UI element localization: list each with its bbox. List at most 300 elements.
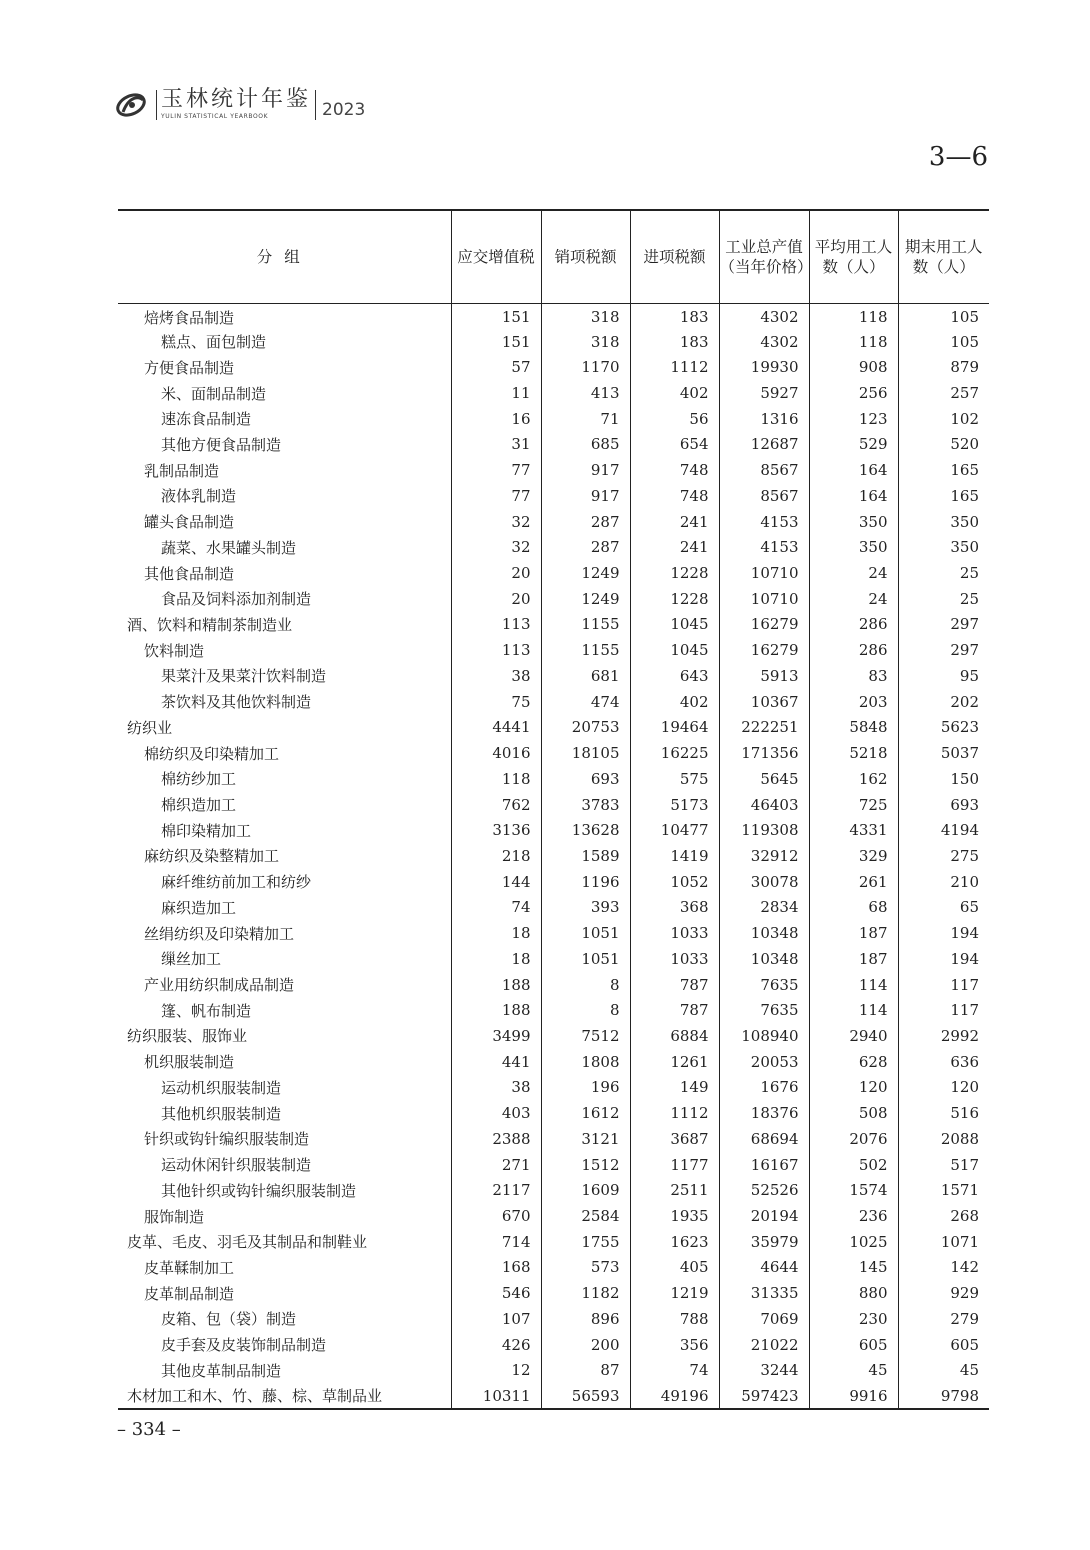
statistics-table-wrap [118, 209, 989, 1410]
cell-output-tax: 1609 [541, 1177, 630, 1203]
row-label: 酒、饮料和精制茶制造业 [127, 615, 293, 634]
cell-gross-output: 10348 [719, 920, 809, 946]
cell-output-tax: 318 [541, 303, 630, 329]
cell-avg-workers: 9916 [809, 1383, 898, 1409]
cell-end-workers: 268 [898, 1203, 989, 1229]
cell-vat: 144 [451, 869, 541, 895]
row-label: 方便食品制造 [144, 358, 235, 377]
cell-end-workers: 4194 [898, 817, 989, 843]
table-row [118, 303, 989, 329]
table-row [118, 946, 989, 972]
cell-input-tax: 1177 [630, 1152, 719, 1178]
table-row [118, 766, 989, 792]
header-gross-output-line1: 工业总产值 [725, 237, 803, 256]
cell-vat: 107 [451, 1306, 541, 1332]
cell-input-tax: 787 [630, 972, 719, 998]
cell-avg-workers: 261 [809, 869, 898, 895]
cell-output-tax: 573 [541, 1255, 630, 1281]
cell-output-tax: 1249 [541, 560, 630, 586]
cell-input-tax: 1033 [630, 920, 719, 946]
cell-output-tax: 1612 [541, 1100, 630, 1126]
cell-avg-workers: 286 [809, 612, 898, 638]
cell-vat: 32 [451, 534, 541, 560]
cell-avg-workers: 120 [809, 1075, 898, 1101]
table-row [118, 1357, 989, 1383]
cell-input-tax: 1228 [630, 586, 719, 612]
cell-vat: 3136 [451, 817, 541, 843]
cell-gross-output: 35979 [719, 1229, 809, 1255]
cell-gross-output: 10348 [719, 946, 809, 972]
cell-output-tax: 1589 [541, 843, 630, 869]
cell-gross-output: 30078 [719, 869, 809, 895]
row-label: 丝绢纺织及印染精加工 [144, 924, 295, 943]
cell-output-tax: 413 [541, 380, 630, 406]
table-row [118, 1383, 989, 1409]
table-row [118, 354, 989, 380]
cell-end-workers: 142 [898, 1255, 989, 1281]
cell-end-workers: 210 [898, 869, 989, 895]
cell-gross-output: 52526 [719, 1177, 809, 1203]
cell-vat: 4441 [451, 715, 541, 741]
cell-input-tax: 402 [630, 689, 719, 715]
cell-gross-output: 1316 [719, 406, 809, 432]
cell-vat: 118 [451, 766, 541, 792]
row-label: 其他食品制造 [144, 564, 235, 583]
cell-vat: 113 [451, 637, 541, 663]
cell-gross-output: 3244 [719, 1357, 809, 1383]
cell-vat: 38 [451, 663, 541, 689]
cell-vat: 74 [451, 895, 541, 921]
cell-gross-output: 21022 [719, 1332, 809, 1358]
cell-gross-output: 31335 [719, 1280, 809, 1306]
table-row [118, 637, 989, 663]
cell-output-tax: 87 [541, 1357, 630, 1383]
header-vat: 应交增值税 [451, 210, 541, 303]
cell-gross-output: 4302 [719, 329, 809, 355]
header-end-workers-line1: 期末用工人 [904, 237, 983, 256]
cell-gross-output: 20053 [719, 1049, 809, 1075]
cell-output-tax: 1182 [541, 1280, 630, 1306]
cell-input-tax: 1112 [630, 354, 719, 380]
cell-avg-workers: 502 [809, 1152, 898, 1178]
cell-gross-output: 19930 [719, 354, 809, 380]
row-label: 速冻食品制造 [161, 410, 252, 429]
cell-end-workers: 65 [898, 895, 989, 921]
cell-input-tax: 74 [630, 1357, 719, 1383]
cell-vat: 2388 [451, 1126, 541, 1152]
cell-vat: 12 [451, 1357, 541, 1383]
cell-end-workers: 1571 [898, 1177, 989, 1203]
yearbook-logo-icon [115, 90, 149, 120]
cell-end-workers: 102 [898, 406, 989, 432]
cell-end-workers: 25 [898, 586, 989, 612]
table-row [118, 1023, 989, 1049]
cell-avg-workers: 329 [809, 843, 898, 869]
cell-vat: 20 [451, 586, 541, 612]
header-avg-workers [809, 210, 898, 303]
table-row [118, 997, 989, 1023]
table-row [118, 689, 989, 715]
cell-end-workers: 9798 [898, 1383, 989, 1409]
cell-avg-workers: 118 [809, 329, 898, 355]
row-label: 棉纺纱加工 [161, 770, 237, 789]
row-label: 麻纤维纺前加工和纺纱 [161, 873, 312, 892]
cell-vat: 77 [451, 457, 541, 483]
cell-gross-output: 171356 [719, 740, 809, 766]
cell-end-workers: 194 [898, 946, 989, 972]
cell-avg-workers: 114 [809, 972, 898, 998]
cell-avg-workers: 605 [809, 1332, 898, 1358]
row-label: 液体乳制造 [161, 487, 237, 506]
cell-end-workers: 297 [898, 637, 989, 663]
cell-vat: 32 [451, 509, 541, 535]
cell-avg-workers: 230 [809, 1306, 898, 1332]
cell-avg-workers: 350 [809, 534, 898, 560]
row-label: 其他机织服装制造 [161, 1104, 282, 1123]
yearbook-title-en: YULIN STATISTICAL YEARBOOK [161, 113, 269, 120]
cell-input-tax: 49196 [630, 1383, 719, 1409]
cell-output-tax: 1249 [541, 586, 630, 612]
cell-gross-output: 68694 [719, 1126, 809, 1152]
cell-end-workers: 636 [898, 1049, 989, 1075]
table-row [118, 843, 989, 869]
cell-input-tax: 5173 [630, 792, 719, 818]
cell-vat: 113 [451, 612, 541, 638]
row-label: 运动机织服装制造 [161, 1078, 282, 1097]
cell-output-tax: 200 [541, 1332, 630, 1358]
row-label: 棉纺织及印染精加工 [144, 744, 280, 763]
header-gross-output [719, 210, 813, 303]
row-label: 食品及饲料添加剂制造 [161, 590, 312, 609]
cell-input-tax: 183 [630, 303, 719, 329]
cell-avg-workers: 164 [809, 483, 898, 509]
cell-end-workers: 2088 [898, 1126, 989, 1152]
row-label: 其他针织或钩针编织服装制造 [161, 1181, 357, 1200]
cell-avg-workers: 4331 [809, 817, 898, 843]
cell-output-tax: 8 [541, 997, 630, 1023]
cell-input-tax: 575 [630, 766, 719, 792]
cell-gross-output: 16279 [719, 612, 809, 638]
cell-vat: 18 [451, 920, 541, 946]
header-output-tax: 销项税额 [541, 210, 630, 303]
cell-input-tax: 183 [630, 329, 719, 355]
cell-end-workers: 95 [898, 663, 989, 689]
cell-input-tax: 788 [630, 1306, 719, 1332]
cell-output-tax: 1155 [541, 637, 630, 663]
cell-output-tax: 18105 [541, 740, 630, 766]
cell-avg-workers: 68 [809, 895, 898, 921]
cell-gross-output: 2834 [719, 895, 809, 921]
cell-vat: 271 [451, 1152, 541, 1178]
cell-vat: 31 [451, 432, 541, 458]
table-row [118, 869, 989, 895]
yearbook-header [115, 86, 365, 120]
table-row [118, 817, 989, 843]
cell-gross-output: 32912 [719, 843, 809, 869]
cell-end-workers: 516 [898, 1100, 989, 1126]
cell-gross-output: 222251 [719, 715, 809, 741]
cell-vat: 188 [451, 997, 541, 1023]
row-label: 果菜汁及果菜汁饮料制造 [161, 667, 327, 686]
row-label: 糕点、面包制造 [161, 333, 267, 352]
yearbook-year: 2023 [322, 100, 366, 120]
table-row [118, 432, 989, 458]
cell-end-workers: 517 [898, 1152, 989, 1178]
cell-output-tax: 1155 [541, 612, 630, 638]
table-row [118, 895, 989, 921]
cell-vat: 38 [451, 1075, 541, 1101]
cell-input-tax: 1033 [630, 946, 719, 972]
cell-output-tax: 318 [541, 329, 630, 355]
cell-avg-workers: 908 [809, 354, 898, 380]
row-label: 麻纺织及染整精加工 [144, 847, 280, 866]
row-label: 米、面制品制造 [161, 384, 267, 403]
cell-input-tax: 6884 [630, 1023, 719, 1049]
cell-gross-output: 1676 [719, 1075, 809, 1101]
cell-gross-output: 7635 [719, 972, 809, 998]
header-gross-output-line2: （当年价格） [719, 257, 813, 276]
cell-vat: 2117 [451, 1177, 541, 1203]
title-block [161, 89, 311, 120]
cell-avg-workers: 162 [809, 766, 898, 792]
cell-input-tax: 1419 [630, 843, 719, 869]
cell-output-tax: 693 [541, 766, 630, 792]
cell-input-tax: 3687 [630, 1126, 719, 1152]
cell-end-workers: 5037 [898, 740, 989, 766]
cell-end-workers: 257 [898, 380, 989, 406]
cell-output-tax: 2584 [541, 1203, 630, 1229]
table-row [118, 1255, 989, 1281]
table-row [118, 406, 989, 432]
cell-input-tax: 2511 [630, 1177, 719, 1203]
row-label: 纺织业 [127, 718, 173, 737]
cell-vat: 4016 [451, 740, 541, 766]
table-row [118, 1203, 989, 1229]
cell-vat: 546 [451, 1280, 541, 1306]
cell-output-tax: 20753 [541, 715, 630, 741]
cell-input-tax: 654 [630, 432, 719, 458]
table-row [118, 792, 989, 818]
cell-output-tax: 287 [541, 534, 630, 560]
cell-avg-workers: 145 [809, 1255, 898, 1281]
cell-output-tax: 896 [541, 1306, 630, 1332]
cell-avg-workers: 5848 [809, 715, 898, 741]
table-row [118, 1332, 989, 1358]
cell-end-workers: 2992 [898, 1023, 989, 1049]
cell-avg-workers: 350 [809, 509, 898, 535]
cell-input-tax: 356 [630, 1332, 719, 1358]
cell-gross-output: 5913 [719, 663, 809, 689]
table-row [118, 663, 989, 689]
cell-gross-output: 46403 [719, 792, 809, 818]
cell-gross-output: 4644 [719, 1255, 809, 1281]
cell-gross-output: 8567 [719, 457, 809, 483]
cell-end-workers: 350 [898, 509, 989, 535]
row-label: 皮革、毛皮、羽毛及其制品和制鞋业 [127, 1233, 368, 1252]
cell-gross-output: 597423 [719, 1383, 809, 1409]
cell-input-tax: 241 [630, 509, 719, 535]
cell-end-workers: 165 [898, 483, 989, 509]
cell-avg-workers: 114 [809, 997, 898, 1023]
row-label: 针织或钩针编织服装制造 [144, 1130, 310, 1149]
cell-output-tax: 685 [541, 432, 630, 458]
cell-end-workers: 45 [898, 1357, 989, 1383]
cell-avg-workers: 1025 [809, 1229, 898, 1255]
cell-input-tax: 149 [630, 1075, 719, 1101]
row-label: 纺织服装、服饰业 [127, 1027, 248, 1046]
cell-output-tax: 1170 [541, 354, 630, 380]
cell-avg-workers: 83 [809, 663, 898, 689]
cell-input-tax: 241 [630, 534, 719, 560]
table-row [118, 1280, 989, 1306]
cell-avg-workers: 5218 [809, 740, 898, 766]
table-row [118, 1075, 989, 1101]
cell-input-tax: 19464 [630, 715, 719, 741]
row-label: 皮箱、包（袋）制造 [161, 1310, 297, 1329]
cell-input-tax: 748 [630, 483, 719, 509]
cell-avg-workers: 286 [809, 637, 898, 663]
cell-output-tax: 917 [541, 457, 630, 483]
table-row [118, 612, 989, 638]
page-number: – 334 – [117, 1419, 181, 1440]
table-row [118, 1100, 989, 1126]
row-label: 皮手套及皮装饰制品制造 [161, 1336, 327, 1355]
cell-avg-workers: 1574 [809, 1177, 898, 1203]
row-label: 篷、帆布制造 [161, 1001, 252, 1020]
cell-input-tax: 56 [630, 406, 719, 432]
row-label: 棉织造加工 [161, 796, 237, 815]
row-label: 焙烤食品制造 [144, 308, 235, 327]
cell-avg-workers: 725 [809, 792, 898, 818]
cell-avg-workers: 187 [809, 920, 898, 946]
cell-end-workers: 105 [898, 329, 989, 355]
cell-end-workers: 165 [898, 457, 989, 483]
table-row [118, 972, 989, 998]
cell-gross-output: 4302 [719, 303, 809, 329]
cell-input-tax: 405 [630, 1255, 719, 1281]
cell-avg-workers: 187 [809, 946, 898, 972]
cell-output-tax: 681 [541, 663, 630, 689]
cell-vat: 77 [451, 483, 541, 509]
table-row [118, 509, 989, 535]
cell-vat: 426 [451, 1332, 541, 1358]
cell-output-tax: 71 [541, 406, 630, 432]
table-row [118, 740, 989, 766]
cell-output-tax: 474 [541, 689, 630, 715]
cell-avg-workers: 24 [809, 560, 898, 586]
row-label: 棉印染精加工 [161, 821, 252, 840]
cell-output-tax: 1512 [541, 1152, 630, 1178]
cell-output-tax: 287 [541, 509, 630, 535]
yearbook-title: 玉林统计年鉴 [161, 87, 312, 112]
cell-vat: 10311 [451, 1383, 541, 1409]
cell-avg-workers: 628 [809, 1049, 898, 1075]
cell-end-workers: 929 [898, 1280, 989, 1306]
cell-gross-output: 7069 [719, 1306, 809, 1332]
cell-output-tax: 196 [541, 1075, 630, 1101]
cell-vat: 151 [451, 329, 541, 355]
cell-avg-workers: 164 [809, 457, 898, 483]
row-label: 乳制品制造 [144, 461, 220, 480]
row-label: 木材加工和木、竹、藤、棕、草制品业 [118, 1383, 451, 1409]
cell-input-tax: 1623 [630, 1229, 719, 1255]
table-row [118, 1049, 989, 1075]
cell-vat: 75 [451, 689, 541, 715]
table-row [118, 715, 989, 741]
cell-output-tax: 8 [541, 972, 630, 998]
table-number: 3—6 [928, 142, 988, 172]
cell-output-tax: 3121 [541, 1126, 630, 1152]
row-label: 其他皮革制品制造 [161, 1361, 282, 1380]
table-row [118, 560, 989, 586]
row-label: 皮革鞣制加工 [144, 1258, 235, 1277]
cell-end-workers: 275 [898, 843, 989, 869]
cell-gross-output: 4153 [719, 509, 809, 535]
cell-gross-output: 10710 [719, 560, 809, 586]
cell-end-workers: 1071 [898, 1229, 989, 1255]
cell-input-tax: 1935 [630, 1203, 719, 1229]
cell-input-tax: 787 [630, 997, 719, 1023]
row-label: 饮料制造 [144, 641, 205, 660]
cell-vat: 11 [451, 380, 541, 406]
row-label: 缫丝加工 [161, 950, 222, 969]
header-divider [156, 90, 157, 120]
cell-output-tax: 13628 [541, 817, 630, 843]
cell-avg-workers: 236 [809, 1203, 898, 1229]
cell-end-workers: 693 [898, 792, 989, 818]
cell-vat: 218 [451, 843, 541, 869]
table-row [118, 457, 989, 483]
header-input-tax: 进项税额 [630, 210, 719, 303]
cell-gross-output: 5645 [719, 766, 809, 792]
cell-gross-output: 20194 [719, 1203, 809, 1229]
cell-avg-workers: 2940 [809, 1023, 898, 1049]
cell-output-tax: 3783 [541, 792, 630, 818]
cell-input-tax: 748 [630, 457, 719, 483]
cell-output-tax: 1808 [541, 1049, 630, 1075]
cell-vat: 714 [451, 1229, 541, 1255]
table-header-row [118, 210, 989, 303]
cell-gross-output: 4153 [719, 534, 809, 560]
cell-output-tax: 393 [541, 895, 630, 921]
table-row [118, 380, 989, 406]
cell-vat: 403 [451, 1100, 541, 1126]
cell-input-tax: 1052 [630, 869, 719, 895]
cell-input-tax: 643 [630, 663, 719, 689]
cell-avg-workers: 529 [809, 432, 898, 458]
cell-input-tax: 402 [630, 380, 719, 406]
cell-avg-workers: 2076 [809, 1126, 898, 1152]
cell-end-workers: 25 [898, 560, 989, 586]
cell-avg-workers: 256 [809, 380, 898, 406]
cell-gross-output: 10367 [719, 689, 809, 715]
cell-output-tax: 7512 [541, 1023, 630, 1049]
cell-gross-output: 10710 [719, 586, 809, 612]
cell-output-tax: 1196 [541, 869, 630, 895]
cell-avg-workers: 118 [809, 303, 898, 329]
row-label: 运动休闲针织服装制造 [161, 1156, 312, 1175]
header-end-workers-line2: 数（人） [912, 257, 975, 276]
cell-vat: 441 [451, 1049, 541, 1075]
cell-avg-workers: 45 [809, 1357, 898, 1383]
row-label: 皮革制品制造 [144, 1284, 235, 1303]
cell-end-workers: 117 [898, 972, 989, 998]
cell-avg-workers: 24 [809, 586, 898, 612]
cell-output-tax: 1755 [541, 1229, 630, 1255]
table-row [118, 920, 989, 946]
table-row [118, 1152, 989, 1178]
cell-gross-output: 108940 [719, 1023, 809, 1049]
